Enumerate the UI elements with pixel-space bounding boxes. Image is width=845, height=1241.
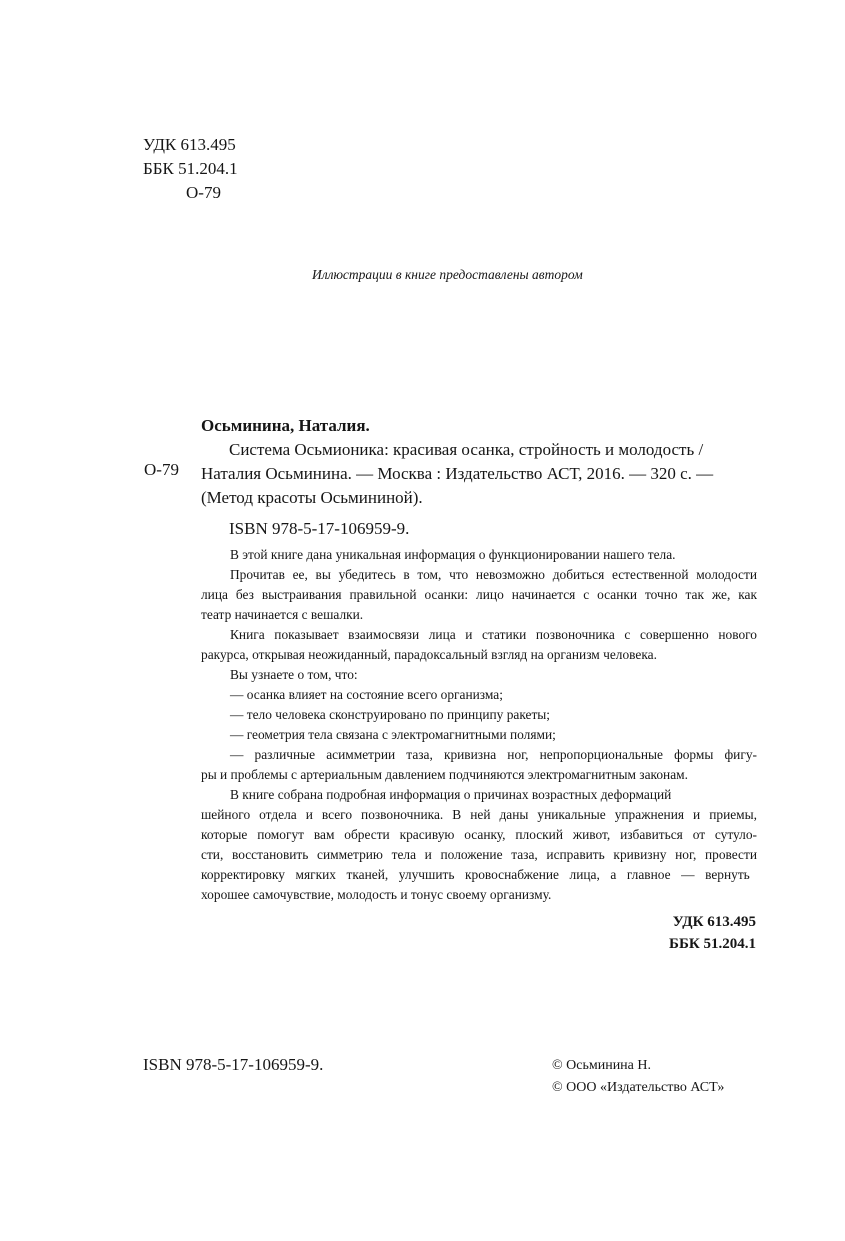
annotation-line: лица без выстраивания правильной осанки: лицо начинается с осанки точно так же, как (201, 587, 757, 602)
annotation-line: — различные асимметрии таза, кривизна ног, непропорциональные формы фигу- (230, 747, 757, 762)
side-author-mark: О-79 (144, 460, 179, 479)
annotation-line: — тело человека сконструировано по принципу ракеты; (230, 707, 551, 722)
bottom-classification-codes (669, 911, 756, 955)
author-mark: О-79 (186, 183, 221, 202)
copyright-publisher: © ООО «Издательство АСТ» (552, 1080, 725, 1095)
annotation-line: сти, восстановить симметрию тела и положение таза, исправить кривизну ног, провести (201, 847, 757, 862)
bbk-code-bottom: ББК 51.204.1 (669, 936, 756, 952)
udk-code-bottom: УДК 613.495 (672, 914, 756, 930)
annotation-line: Книга показывает взаимосвязи лица и статики позвоночника с совершенно нового (230, 627, 757, 642)
annotation-line: В этой книге дана уникальная информация о функционировании нашего тела. (230, 547, 676, 562)
annotation-line: которые помогут вам обрести красивую осанку, плоский живот, избавиться от сутуло- (201, 827, 757, 842)
annotation-line: ракурса, открывая неожиданный, парадоксальный взгляд на организм человека. (201, 647, 657, 662)
isbn-bottom: ISBN 978-5-17-106959-9. (143, 1055, 324, 1074)
entry-author: Осьминина, Наталия. (201, 416, 370, 435)
entry-title-line: Наталия Осьминина. — Москва : Издательство АСТ, 2016. — 320 с. — (201, 464, 714, 483)
annotation-line: Вы узнаете о том, что: (230, 667, 358, 682)
entry-title-line: Система Осьмионика: красивая осанка, стройность и молодость / (229, 440, 704, 459)
copyright-block (552, 1055, 724, 1099)
udk-code: УДК 613.495 (143, 135, 236, 154)
entry-title-line: (Метод красоты Осьмининой). (201, 488, 423, 507)
annotation-line: Прочитав ее, вы убедитесь в том, что невозможно добиться естественной молодости (230, 567, 757, 582)
annotation (201, 545, 757, 905)
annotation-line: шейного отдела и всего позвоночника. В ней даны уникальные упражнения и приемы, (201, 807, 757, 822)
illustrations-note: Иллюстрации в книге предоставлены автором (312, 267, 583, 282)
annotation-line: В книге собрана подробная информация о причинах возрастных деформаций (230, 787, 672, 802)
bbk-code: ББК 51.204.1 (143, 159, 238, 178)
annotation-line: — осанка влияет на состояние всего организма; (230, 687, 503, 702)
annotation-line: корректировку мягких тканей, улучшить кровоснабжение лица, а главное — вернуть (201, 867, 750, 882)
entry-isbn: ISBN 978-5-17-106959-9. (229, 519, 410, 538)
top-classification-codes (143, 133, 238, 205)
annotation-line: театр начинается с вешалки. (201, 607, 364, 622)
annotation-line: хорошее самочувствие, молодость и тонус своему организму. (201, 887, 552, 902)
copyright-author: © Осьминина Н. (552, 1058, 651, 1073)
annotation-line: ры и проблемы с артериальным давлением подчиняются электромагнитным законам. (201, 767, 688, 782)
bibliographic-entry (201, 414, 757, 541)
annotation-line: — геометрия тела связана с электромагнитными полями; (230, 727, 556, 742)
